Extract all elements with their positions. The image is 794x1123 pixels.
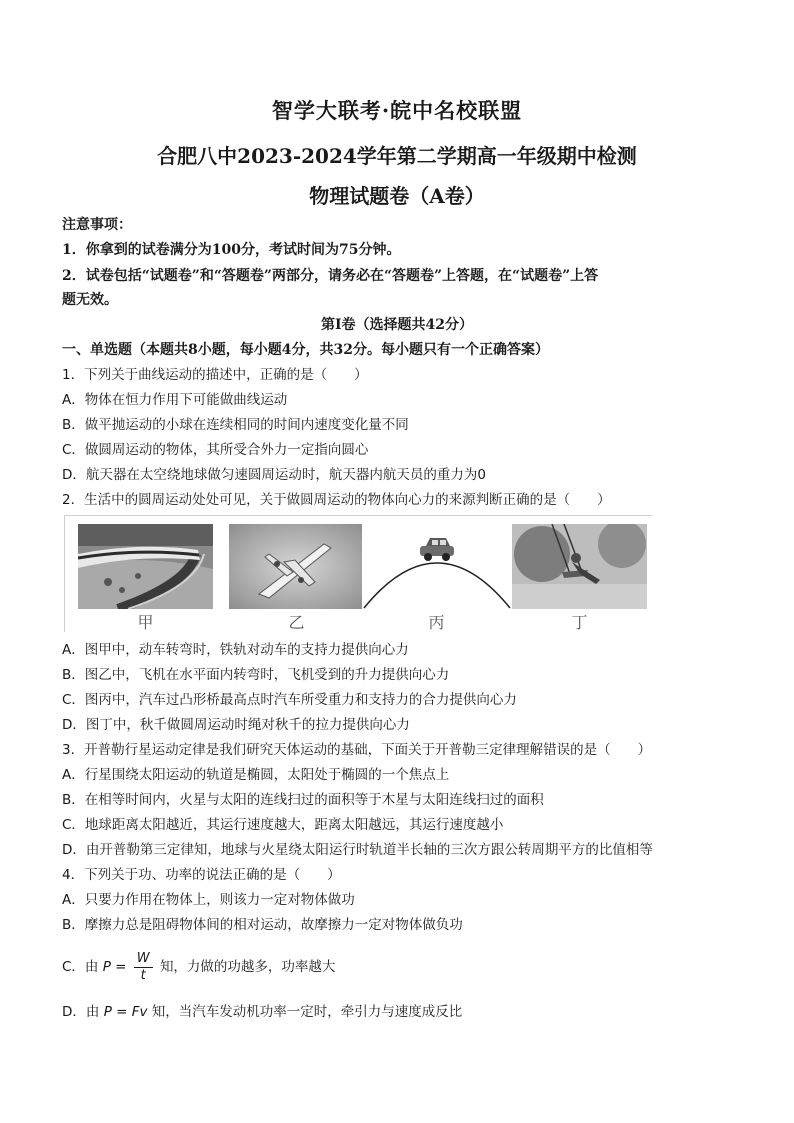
q3-option-d: D．由开普勒第三定律知，地球与火星绕太阳运行时轨道半长轴的三次方跟公转周期平方的比值相等 [62, 842, 653, 858]
q2-option-c: C．图丙中，汽车过凸形桥最高点时汽车所受重力和支持力的合力提供向心力 [62, 692, 517, 708]
notice-title: 注意事项： [62, 217, 132, 233]
figure-label-yi: 乙 [288, 613, 305, 632]
q4-option-d-prefix: D．由 [62, 1004, 100, 1020]
q4-option-c-suffix: 知，力做的功越多，功率越大 [159, 959, 336, 975]
work-over-time-fraction [134, 951, 153, 984]
fraction-denominator: t [140, 967, 146, 983]
q1-option-b: B．做平抛运动的小球在连续相同的时间内速度变化量不同 [62, 417, 409, 433]
exam-school-title: 合肥八中2023-2024学年第二学期高一年级期中检测 [157, 144, 637, 168]
notice-item-1: 1．你拿到的试卷满分为100分，考试时间为75分钟。 [62, 242, 401, 258]
notice-item-2: 2．试卷包括“试题卷”和“答题卷”两部分，请务必在“答题卷”上答题，在“试题卷”上答 [62, 268, 599, 284]
q4-option-a: A．只要力作用在物体上，则该力一定对物体做功 [62, 892, 355, 908]
q1-option-c: C．做圆周运动的物体，其所受合外力一定指向圆心 [62, 442, 369, 458]
car-convex-bridge-diagram [362, 524, 512, 609]
q4-option-c-prefix: C．由 [62, 959, 99, 975]
figure-label-bing: 丙 [428, 613, 445, 632]
q4-option-b: B．摩擦力总是阻碍物体间的相对运动，故摩擦力一定对物体做负功 [62, 917, 463, 933]
power-formula-lhs: P = [102, 959, 127, 975]
q2-figure-strip [64, 515, 652, 632]
part1-title: 第Ⅰ卷（选择题共42分） [320, 317, 474, 333]
q2-option-b: B．图乙中，飞机在水平面内转弯时，飞机受到的升力提供向心力 [62, 667, 450, 683]
q1-option-d: D．航天器在太空绕地球做匀速圆周运动时，航天器内航天员的重力为0 [62, 467, 486, 483]
fraction-numerator: W [134, 951, 153, 968]
swing-photo [512, 524, 647, 609]
q2-option-a: A．图甲中，动车转弯时，铁轨对动车的支持力提供向心力 [62, 642, 409, 658]
exam-paper-title: 物理试题卷（A卷） [309, 184, 485, 208]
q2-option-d: D．图丁中，秋千做圆周运动时绳对秋千的拉力提供向心力 [62, 717, 410, 733]
train-curve-photo [78, 524, 213, 609]
airplane-turn-photo [229, 524, 364, 609]
q4-option-c [62, 950, 335, 984]
figure-label-ding: 丁 [571, 613, 588, 632]
q3-option-b: B．在相等时间内，火星与太阳的连线扫过的面积等于木星与太阳连线扫过的面积 [62, 792, 544, 808]
q1-stem: 1．下列关于曲线运动的描述中，正确的是（ ） [62, 367, 368, 383]
q3-option-c: C．地球距离太阳越近，其运行速度越大，距离太阳越远，其运行速度越小 [62, 817, 504, 833]
q3-option-a: A．行星围绕太阳运动的轨道是椭圆，太阳处于椭圆的一个焦点上 [62, 767, 450, 783]
q2-stem: 2．生活中的圆周运动处处可见，关于做圆周运动的物体向心力的来源判断正确的是（ ） [62, 492, 611, 508]
power-force-velocity-formula: P = Fv [103, 1004, 148, 1020]
figure-label-jia: 甲 [137, 613, 154, 632]
q3-stem: 3．开普勒行星运动定律是我们研究天体运动的基础，下面关于开普勒三定律理解错误的是（ ） [62, 742, 652, 758]
q4-stem: 4．下列关于功、功率的说法正确的是（ ） [62, 867, 341, 883]
q4-option-d-suffix: 知，当汽车发动机功率一定时，牵引力与速度成反比 [151, 1004, 463, 1020]
notice-item-2-cont: 题无效。 [62, 292, 118, 308]
q4-option-d [62, 1002, 462, 1022]
section-heading: 一、单选题（本题共8小题，每小题4分，共32分。每小题只有一个正确答案） [62, 342, 549, 358]
exam-alliance-title: 智学大联考·皖中名校联盟 [271, 98, 523, 123]
q1-option-a: A．物体在恒力作用下可能做曲线运动 [62, 392, 288, 408]
